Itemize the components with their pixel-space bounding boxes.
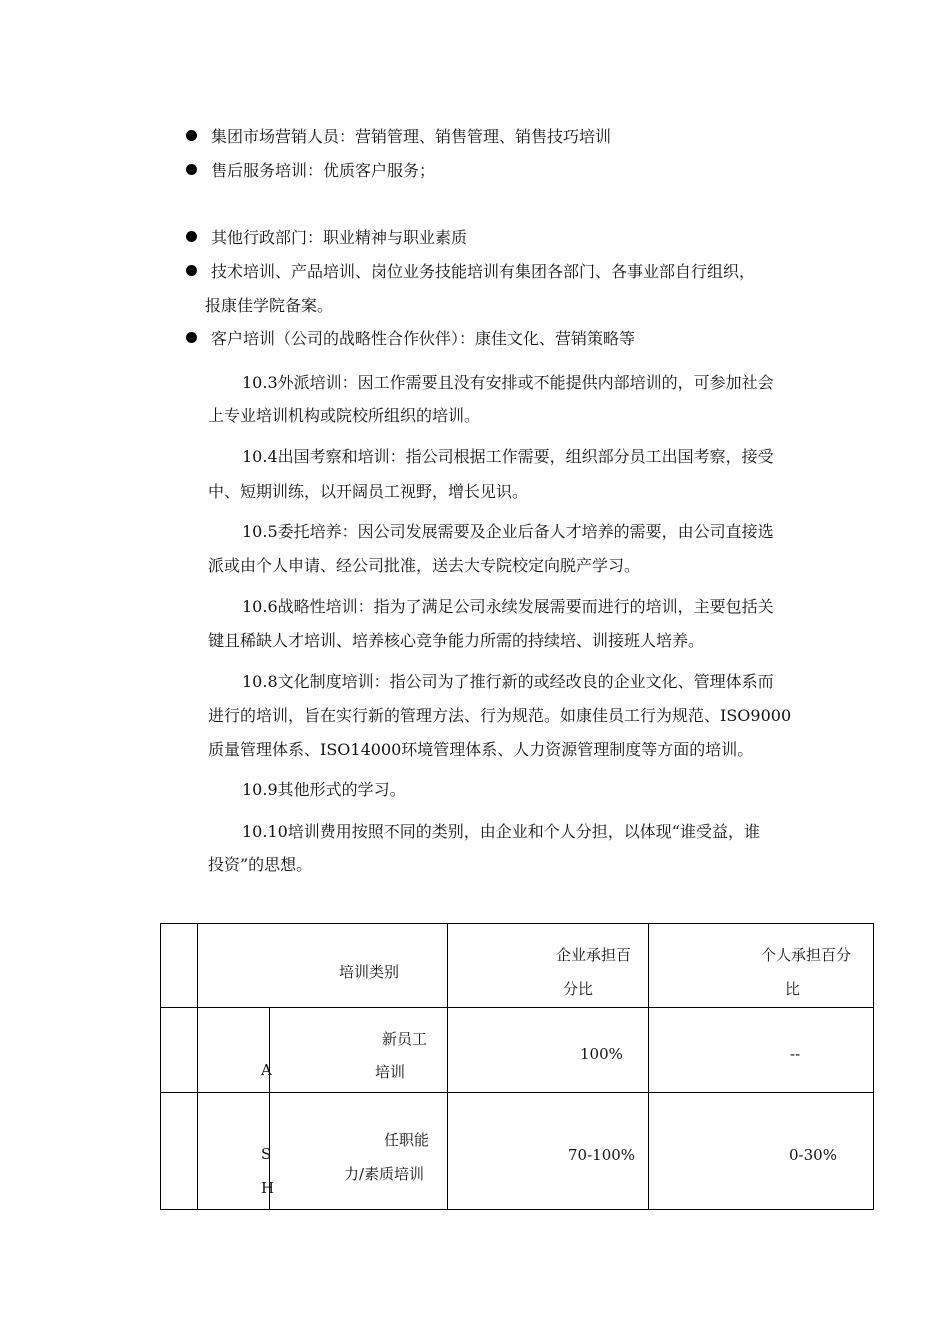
row-name-line1: 新员工 — [382, 1030, 428, 1048]
row-name-cell — [270, 1093, 448, 1210]
row-personal-cell — [649, 1093, 874, 1210]
bullet-continuation: 报康佳学院备案。 — [205, 296, 334, 315]
row-code-line2: H — [261, 1179, 275, 1197]
row-personal-value: -- — [790, 1045, 801, 1063]
paragraph-10-4-line2: 中、短期训练，以开阔员工视野，增长见识。 — [208, 482, 529, 501]
bullet-dot-icon — [186, 231, 197, 242]
row-name-line2: 力/素质培训 — [344, 1165, 425, 1183]
paragraph-10-5-line1: 10.5委托培养：因公司发展需要及企业后备人才培养的需要，由公司直接选 — [242, 522, 774, 541]
header-personal-line2: 比 — [785, 980, 801, 998]
table-cell-empty — [161, 1008, 198, 1093]
row-company-cell — [448, 1008, 649, 1093]
paragraph-10-5-line2: 派或由个人申请、经公司批准，送去大专院校定向脱产学习。 — [208, 556, 641, 575]
table-row — [161, 1008, 874, 1093]
bullet-text: 其他行政部门：职业精神与职业素质 — [211, 228, 468, 247]
paragraph-10-6-line2: 键且稀缺人才培训、培养核心竞争能力所需的持续培、训接班人培养。 — [208, 631, 705, 650]
bullet-dot-icon — [186, 130, 197, 141]
paragraph-10-6-line1: 10.6战略性培训：指为了满足公司永续发展需要而进行的培训，主要包括关 — [242, 597, 774, 616]
header-personal-line1: 个人承担百分 — [761, 946, 852, 964]
row-code-line1: S — [261, 1145, 272, 1163]
paragraph-10-10-line2: 投资”的思想。 — [208, 855, 313, 874]
row-personal-cell — [649, 1008, 874, 1093]
paragraph-10-3-line1: 10.3外派培训：因工作需要且没有安排或不能提供内部培训的，可参加社会 — [242, 373, 774, 392]
table-cell-empty — [161, 1093, 198, 1210]
header-company-line2: 分比 — [563, 980, 594, 998]
table-header-row — [161, 924, 874, 1008]
header-company-cell — [448, 924, 649, 1008]
bullet-text: 集团市场营销人员：营销管理、销售管理、销售技巧培训 — [211, 127, 612, 146]
row-code: A — [261, 1061, 272, 1079]
header-category-cell — [198, 924, 448, 1008]
paragraph-10-9: 10.9其他形式的学习。 — [242, 780, 406, 799]
header-company-line1: 企业承担百 — [556, 946, 632, 964]
header-personal-cell — [649, 924, 874, 1008]
bullet-dot-icon — [186, 332, 197, 343]
paragraph-10-8-line2: 进行的培训，旨在实行新的管理方法、行为规范。如康佳员工行为规范、ISO9000 — [208, 706, 792, 725]
paragraph-10-4-line1: 10.4出国考察和培训：指公司根据工作需要，组织部分员工出国考察，接受 — [242, 447, 774, 466]
row-code-cell — [198, 1008, 270, 1093]
paragraph-10-10-line1: 10.10培训费用按照不同的类别，由企业和个人分担，以体现“谁受益，谁 — [242, 822, 760, 841]
bullet-text: 技术培训、产品培训、岗位业务技能培训有集团各部门、各事业部自行组织， — [211, 262, 756, 281]
row-company-value: 70-100% — [568, 1146, 636, 1164]
paragraph-10-3-line2: 上专业培训机构或院校所组织的培训。 — [208, 406, 481, 425]
row-name-cell — [270, 1008, 448, 1093]
table-row — [161, 1093, 874, 1210]
row-code-cell — [198, 1093, 275, 1210]
row-name-line2: 培训 — [375, 1063, 406, 1081]
bullet-text: 售后服务培训：优质客户服务； — [211, 161, 436, 180]
row-company-value: 100% — [580, 1045, 623, 1063]
header-category: 培训类别 — [339, 963, 400, 981]
row-personal-value: 0-30% — [789, 1146, 837, 1164]
paragraph-10-8-line1: 10.8文化制度培训：指公司为了推行新的或经改良的企业文化、管理体系而 — [242, 672, 774, 691]
row-company-cell — [448, 1093, 649, 1210]
bullet-dot-icon — [186, 265, 197, 276]
row-name-line1: 任职能 — [384, 1131, 430, 1149]
training-fee-table — [160, 923, 874, 1210]
table-cell-empty — [161, 924, 198, 1008]
bullet-text: 客户培训（公司的战略性合作伙伴）：康佳文化、营销策略等 — [211, 329, 636, 348]
bullet-dot-icon — [186, 164, 197, 175]
paragraph-10-8-line3: 质量管理体系、ISO14000环境管理体系、人力资源管理制度等方面的培训。 — [208, 740, 754, 759]
